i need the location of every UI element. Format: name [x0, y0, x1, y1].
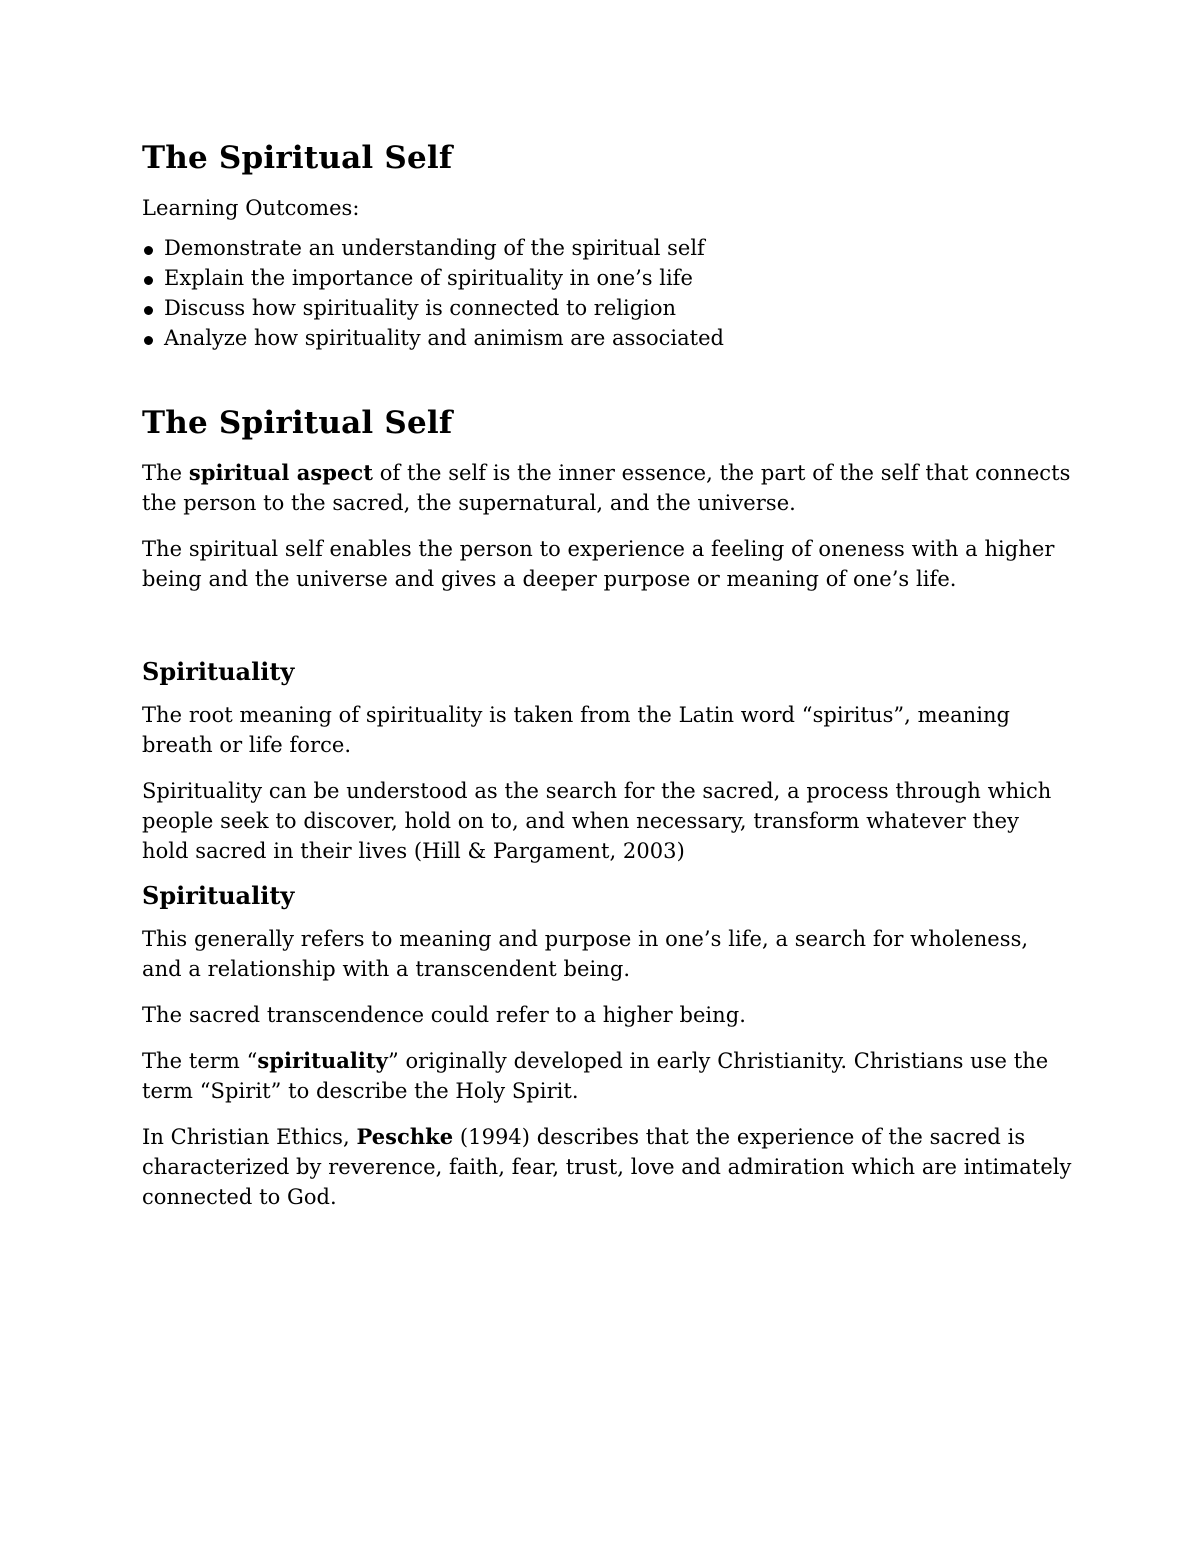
paragraph-root-meaning: The root meaning of spirituality is taken from the Latin word “spiritus”, meaning breath or life force. [142, 703, 1011, 758]
section-heading-spirituality-2: Spirituality [142, 881, 295, 911]
outcome-item: Demonstrate an understanding of the spiritual self [142, 233, 1072, 263]
text-run: In Christian Ethics, [142, 1124, 357, 1149]
text-run: The [142, 461, 189, 486]
outcome-item: Discuss how spirituality is connected to religion [142, 293, 1072, 323]
paragraph-meaning-purpose: This generally refers to meaning and purpose in one’s life, a search for wholeness, and a relationship with a transcendent being. [142, 926, 1029, 981]
learning-outcomes-label: Learning Outcomes: [142, 196, 360, 221]
paragraph-oneness: The spiritual self enables the person to experience a feeling of oneness with a higher being and the universe and gives a deeper purpose or meaning of one’s life. [142, 537, 1055, 592]
page-title: The Spiritual Self [142, 140, 453, 176]
section-heading-spiritual-self: The Spiritual Self [142, 405, 453, 442]
bold-name-peschke: Peschke [356, 1123, 454, 1149]
paragraph-term-origin [142, 1046, 1072, 1106]
text-run: of the self is the inner essence, the part of the self that connects the person to the sacred, the supernatural, and the universe. [142, 461, 1071, 516]
text-run: The term “ [142, 1048, 258, 1073]
paragraph-christian-ethics [142, 1122, 1072, 1212]
bold-term-spirituality: spirituality [257, 1047, 388, 1073]
text-run: (1994) describes that the experience of the sacred is characterized by reverence, faith, fear, trust, love and admiration which are intimately connected to God. [142, 1124, 1072, 1209]
outcome-item: Explain the importance of spirituality in one’s life [142, 263, 1072, 293]
outcome-item: Analyze how spirituality and animism are associated [142, 323, 1072, 353]
document-content [142, 140, 1072, 1228]
paragraph-search-for-sacred: Spirituality can be understood as the search for the sacred, a process through which people seek to discover, hold on to, and when necessary, transform whatever they hold sacred in their lives (Hill & Pargament, 2003) [142, 779, 1052, 864]
learning-outcomes-list [142, 233, 1072, 353]
text-run: ” originally developed in early Christianity. Christians use the term “Spirit” to describe the Holy Spirit. [142, 1048, 1049, 1103]
bold-term-spiritual-aspect: spiritual aspect [188, 460, 373, 486]
section-heading-spirituality: Spirituality [142, 657, 295, 687]
paragraph-spiritual-aspect [142, 458, 1072, 518]
paragraph-sacred-transcendence: The sacred transcendence could refer to a higher being. [142, 1002, 746, 1027]
